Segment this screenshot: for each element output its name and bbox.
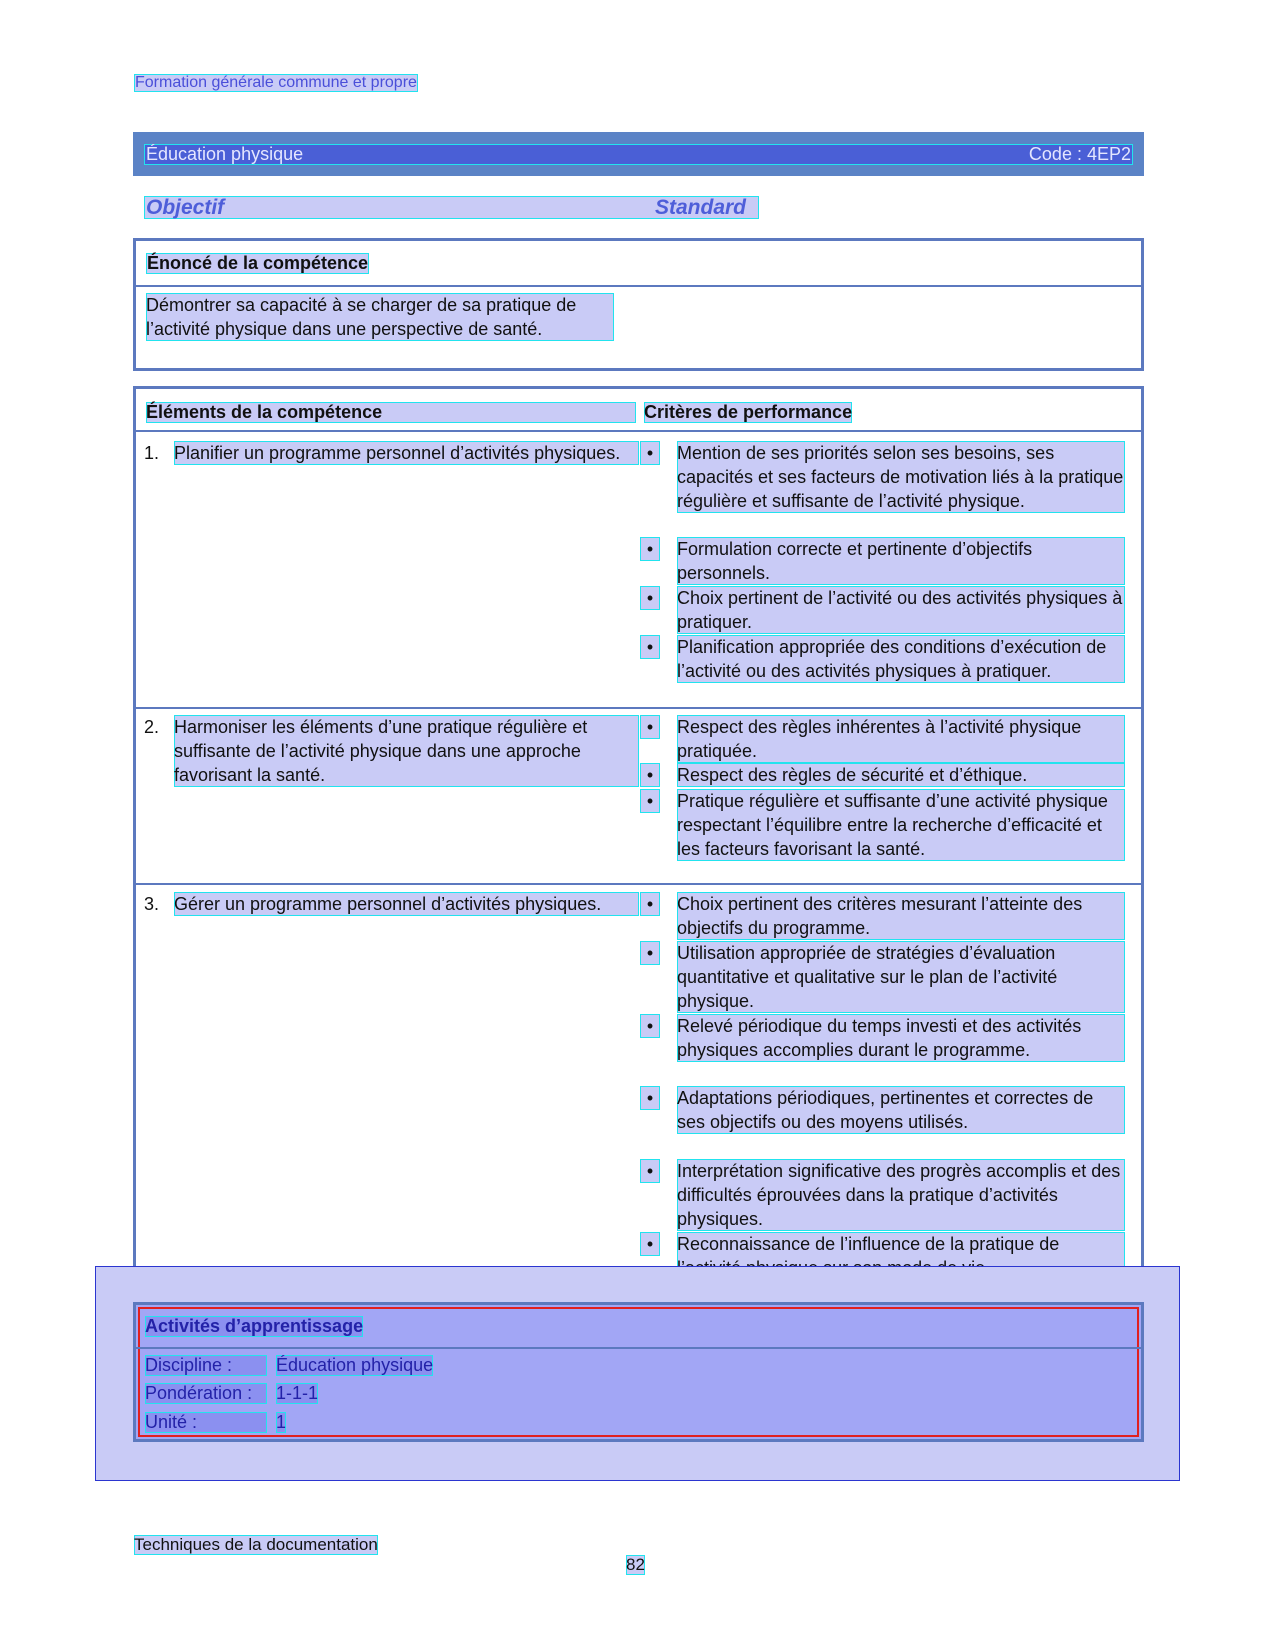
footer-text: Techniques de la documentation xyxy=(134,1535,378,1554)
enonce-box xyxy=(133,238,1144,371)
elements-box: Éléments de la compétence Critères de performance 1. Planifier un programme personnel d’activités physiques. • Mention de ses priorités selon ses besoins, ses capacités et ses facteurs de motivation liés à la pratique régulière et suffisante de l’activité physique. • Formulation correcte et pertinente d’objectifs personnels. • Choix pertinent de l’activité ou des activités physiques à pratiquer. • Planification appropriée des conditions d’exécution de l’activité ou des activités physiques à pratiquer. 2. Harmoniser les éléments d’une pratique régulière et suffisante de l’activité physique dans une approche favorisant la santé. • Respect des règles inhérentes à l’activité physique pratiquée. • Respect des règles de sécurité et d’éthique. • Pratique régulière et suffisante d’une activité physique respectant l’équilibre entre la recherche d’efficacité et les facteurs favorisant la santé. 3. Gérer un programme personnel d’activités physiques. • Choix pertinent des critères mesurant l’atteinte des objectifs du programme. • Utilisation appropriée de stratégies d’évaluation quantitative et qualitative sur le plan de l’activité physique. • Relevé périodique du temps investi et des activités physiques accomplies durant le programme. • Adaptations périodiques, pertinentes et correctes de ses objectifs ou des moyens utilisés. • Interprétation significative des progrès accomplis et des difficultés éprouvées dans la pratique d’activités physiques. • Reconnaissance de l’influence de la pratique de xyxy=(133,386,1144,1287)
element-number: 2. xyxy=(144,717,160,737)
objectif-standard-row xyxy=(144,196,759,219)
criterion-text: Mention de ses priorités selon ses besoins, ses capacités et ses facteurs de motivation liés à la pratique régulière et suffisante de l’activité physique. xyxy=(677,443,1124,511)
criterion-text: Utilisation appropriée de stratégies d’évaluation quantitative et qualitative sur le plan de l’activité physique. xyxy=(677,941,1125,1013)
page-number: 82 xyxy=(626,1555,645,1574)
running-header: Formation générale commune et propre xyxy=(135,74,417,91)
element-number: 1. xyxy=(144,443,160,463)
subject-title: Éducation physique xyxy=(146,144,304,164)
discipline-value: Éducation physique xyxy=(276,1355,434,1375)
enonce-text: Démontrer sa capacité à se charger de sa pratique de l’activité physique dans une perspective de santé. xyxy=(146,293,614,341)
criterion-text: Adaptations périodiques, pertinentes et correctes de ses objectifs ou des moyens utilisés. xyxy=(677,1086,1125,1134)
row-divider xyxy=(136,707,1141,709)
ponderation-value: 1-1-1 xyxy=(276,1383,319,1403)
criterion-text: Choix pertinent de l’activité ou des activités physiques à pratiquer. xyxy=(677,586,1125,634)
activites-heading: Activités d’apprentissage xyxy=(145,1316,364,1336)
unite-label: Unité : xyxy=(145,1412,267,1433)
ponderation-label: Pondération : xyxy=(145,1383,267,1404)
title-bar-inner xyxy=(144,144,1133,165)
criterion-text: Pratique régulière et suffisante d’une activité physique respectant l’équilibre entre la recherche d’efficacité et les facteurs favorisant la santé. xyxy=(677,789,1125,861)
criterion-text: Planification appropriée des conditions d’exécution de l’activité ou des activités physiques à pratiquer. xyxy=(677,635,1125,683)
element-text: Gérer un programme personnel d’activités physiques. xyxy=(174,892,639,916)
activites-box xyxy=(133,1302,1144,1442)
element-number: 3. xyxy=(144,894,160,914)
title-bar xyxy=(133,132,1144,176)
row-divider xyxy=(136,883,1141,885)
discipline-label: Discipline : xyxy=(145,1355,267,1376)
criterion-text: Formulation correcte et pertinente d’objectifs personnels. xyxy=(677,537,1125,585)
element-text: Harmoniser les éléments d’une pratique régulière et suffisante de l’activité physique dans une approche favorisant la santé. xyxy=(174,715,639,787)
criterion-text: Reconnaissance de l’influence de la pratique de xyxy=(677,1232,1125,1280)
standard-label: Standard xyxy=(655,196,747,219)
criterion-text: Respect des règles de sécurité et d’éthique. xyxy=(677,763,1125,787)
activites-divider xyxy=(136,1347,1141,1349)
elements-header-divider xyxy=(136,430,1141,432)
criterion-text: Interprétation significative des progrès accomplis et des difficultés éprouvées dans la pratique d’activités physiques. xyxy=(677,1159,1125,1231)
element-text: Planifier un programme personnel d’activités physiques. xyxy=(174,441,639,465)
enonce-heading: Énoncé de la compétence xyxy=(147,253,369,273)
criterion-text: Respect des règles inhérentes à l’activité physique pratiquée. xyxy=(677,715,1125,763)
elements-heading: Éléments de la compétence xyxy=(146,402,636,423)
criteres-heading: Critères de performance xyxy=(644,402,853,422)
enonce-divider xyxy=(136,285,1141,287)
course-code: Code : 4EP2 xyxy=(1028,144,1131,164)
objectif-label: Objectif xyxy=(146,196,225,219)
criterion-text: Choix pertinent des critères mesurant l’atteinte des objectifs du programme. xyxy=(677,892,1125,940)
unite-value: 1 xyxy=(276,1412,287,1432)
criterion-text: Relevé périodique du temps investi et des activités physiques accomplies durant le programme. xyxy=(677,1014,1125,1062)
